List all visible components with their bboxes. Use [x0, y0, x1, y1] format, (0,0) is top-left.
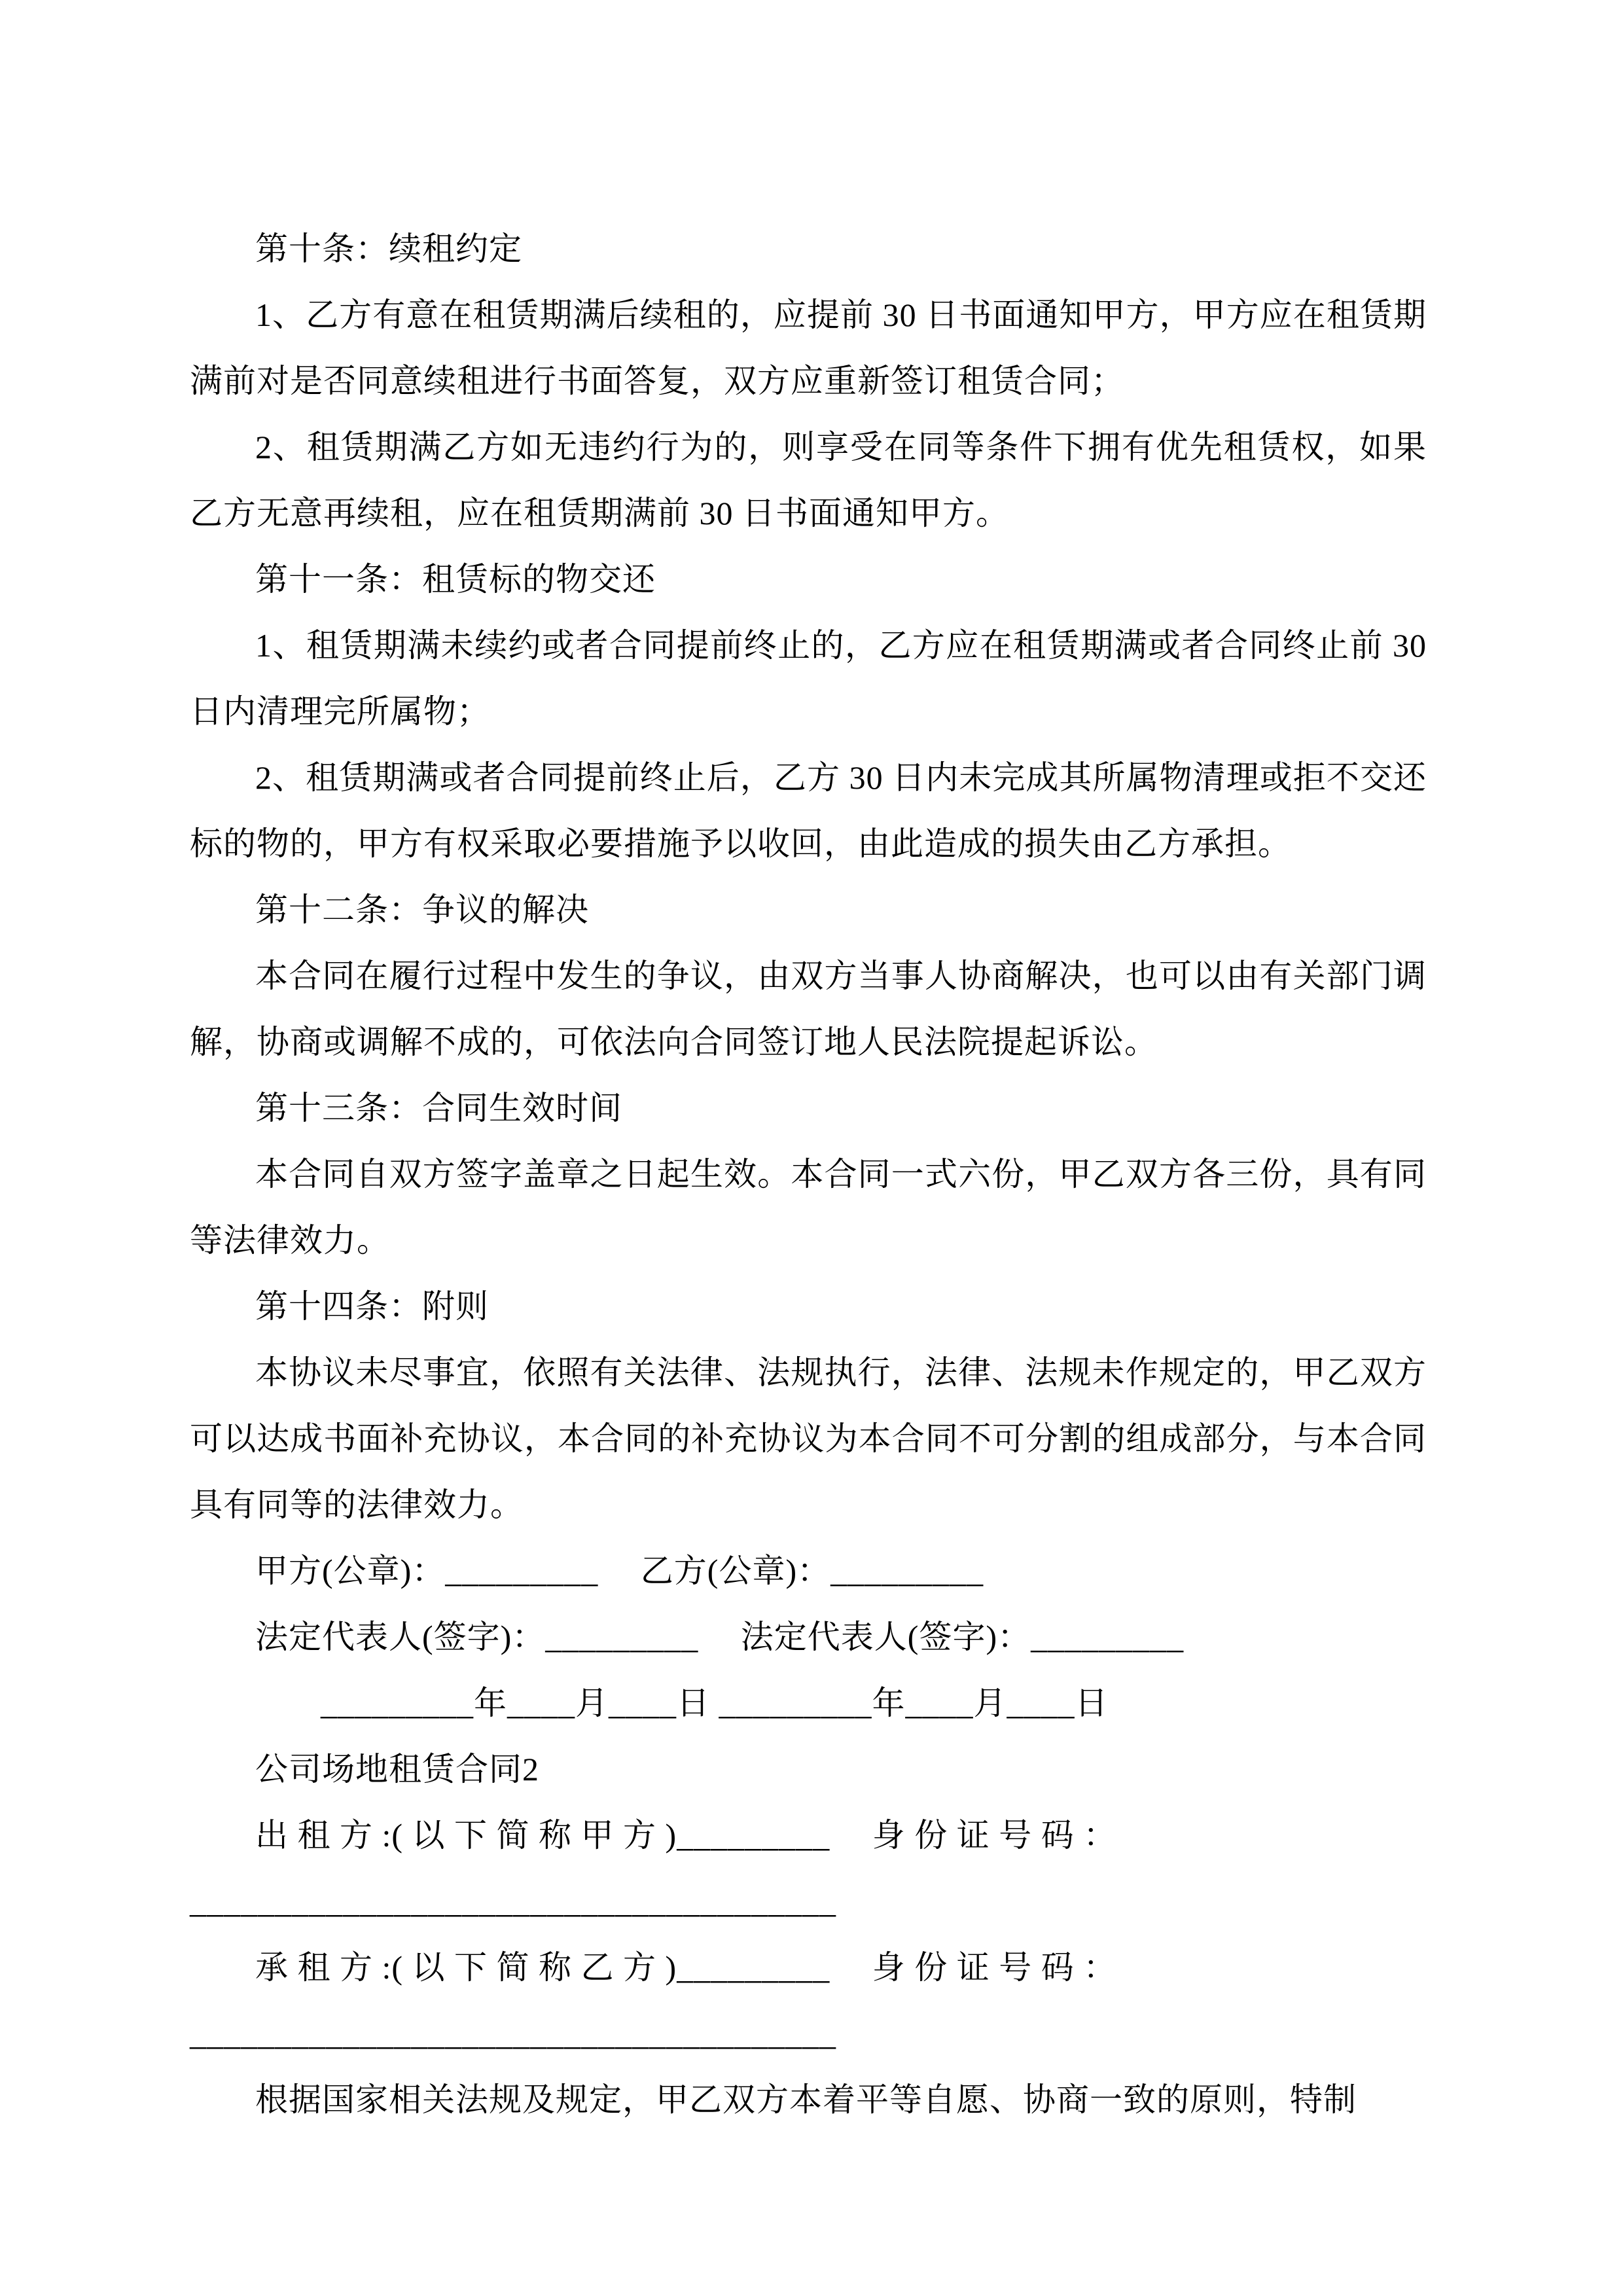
clause-11-item-2: 2、租赁期满或者合同提前终止后，乙方 30 日内未完成其所属物清理或拒不交还标的物的，甲方有权采取必要措施予以收回，由此造成的损失由乙方承担。	[190, 759, 1427, 862]
clause-10-heading: 第十条：续租约定	[255, 230, 522, 267]
contract-2-subtitle: 公司场地租赁合同2	[255, 1751, 539, 1787]
date-signature-line: _________年____月____日 _________年____月____日	[321, 1685, 1109, 1721]
lessee-party-line: 承 租 方 :( 以 下 简 称 乙 方 )_________ 身 份 证 号 码 ：	[255, 1949, 1117, 1986]
clause-12-heading: 第十二条：争议的解决	[255, 891, 589, 928]
lessor-id-blank-line: ______________________________________	[190, 1883, 836, 1920]
clause-10-item-1: 1、乙方有意在租赁期满后续租的，应提前 30 日书面通知甲方，甲方应在租赁期满前对是否同意续租进行书面答复，双方应重新签订租赁合同；	[190, 296, 1427, 399]
clause-14-body: 本协议未尽事宜，依照有关法律、法规执行，法律、法规未作规定的，甲乙双方可以达成书面补充协议，本合同的补充协议为本合同不可分割的组成部分，与本合同具有同等的法律效力。	[190, 1354, 1427, 1523]
legal-representative-line: 法定代表人(签字)：_________ 法定代表人(签字)：_________	[255, 1619, 1185, 1655]
clause-14-heading: 第十四条：附则	[255, 1288, 489, 1325]
clause-12-body: 本合同在履行过程中发生的争议，由双方当事人协商解决，也可以由有关部门调解，协商或调解不成的，可依法向合同签订地人民法院提起诉讼。	[190, 958, 1427, 1060]
contract-body	[190, 216, 1427, 2133]
preamble-line: 根据国家相关法规及规定，甲乙双方本着平等自愿、协商一致的原则，特制	[255, 2081, 1357, 2118]
clause-11-heading: 第十一条：租赁标的物交还	[255, 561, 656, 598]
lessor-party-line: 出 租 方 :( 以 下 简 称 甲 方 )_________ 身 份 证 号 码 ：	[255, 1817, 1117, 1854]
clause-10-item-2: 2、租赁期满乙方如无违约行为的，则享受在同等条件下拥有优先租赁权，如果乙方无意再续租，应在租赁期满前 30 日书面通知甲方。	[190, 429, 1427, 531]
clause-13-heading: 第十三条：合同生效时间	[255, 1090, 622, 1126]
clause-11-item-1: 1、租赁期满未续约或者合同提前终止的，乙方应在租赁期满或者合同终止前 30 日内清理完所属物；	[190, 627, 1427, 730]
seal-signature-line: 甲方(公章)：_________ 乙方(公章)：_________	[255, 1552, 984, 1589]
lessee-id-blank-line: ______________________________________	[190, 2015, 836, 2052]
clause-13-body: 本合同自双方签字盖章之日起生效。本合同一式六份，甲乙双方各三份，具有同等法律效力。	[190, 1156, 1427, 1259]
